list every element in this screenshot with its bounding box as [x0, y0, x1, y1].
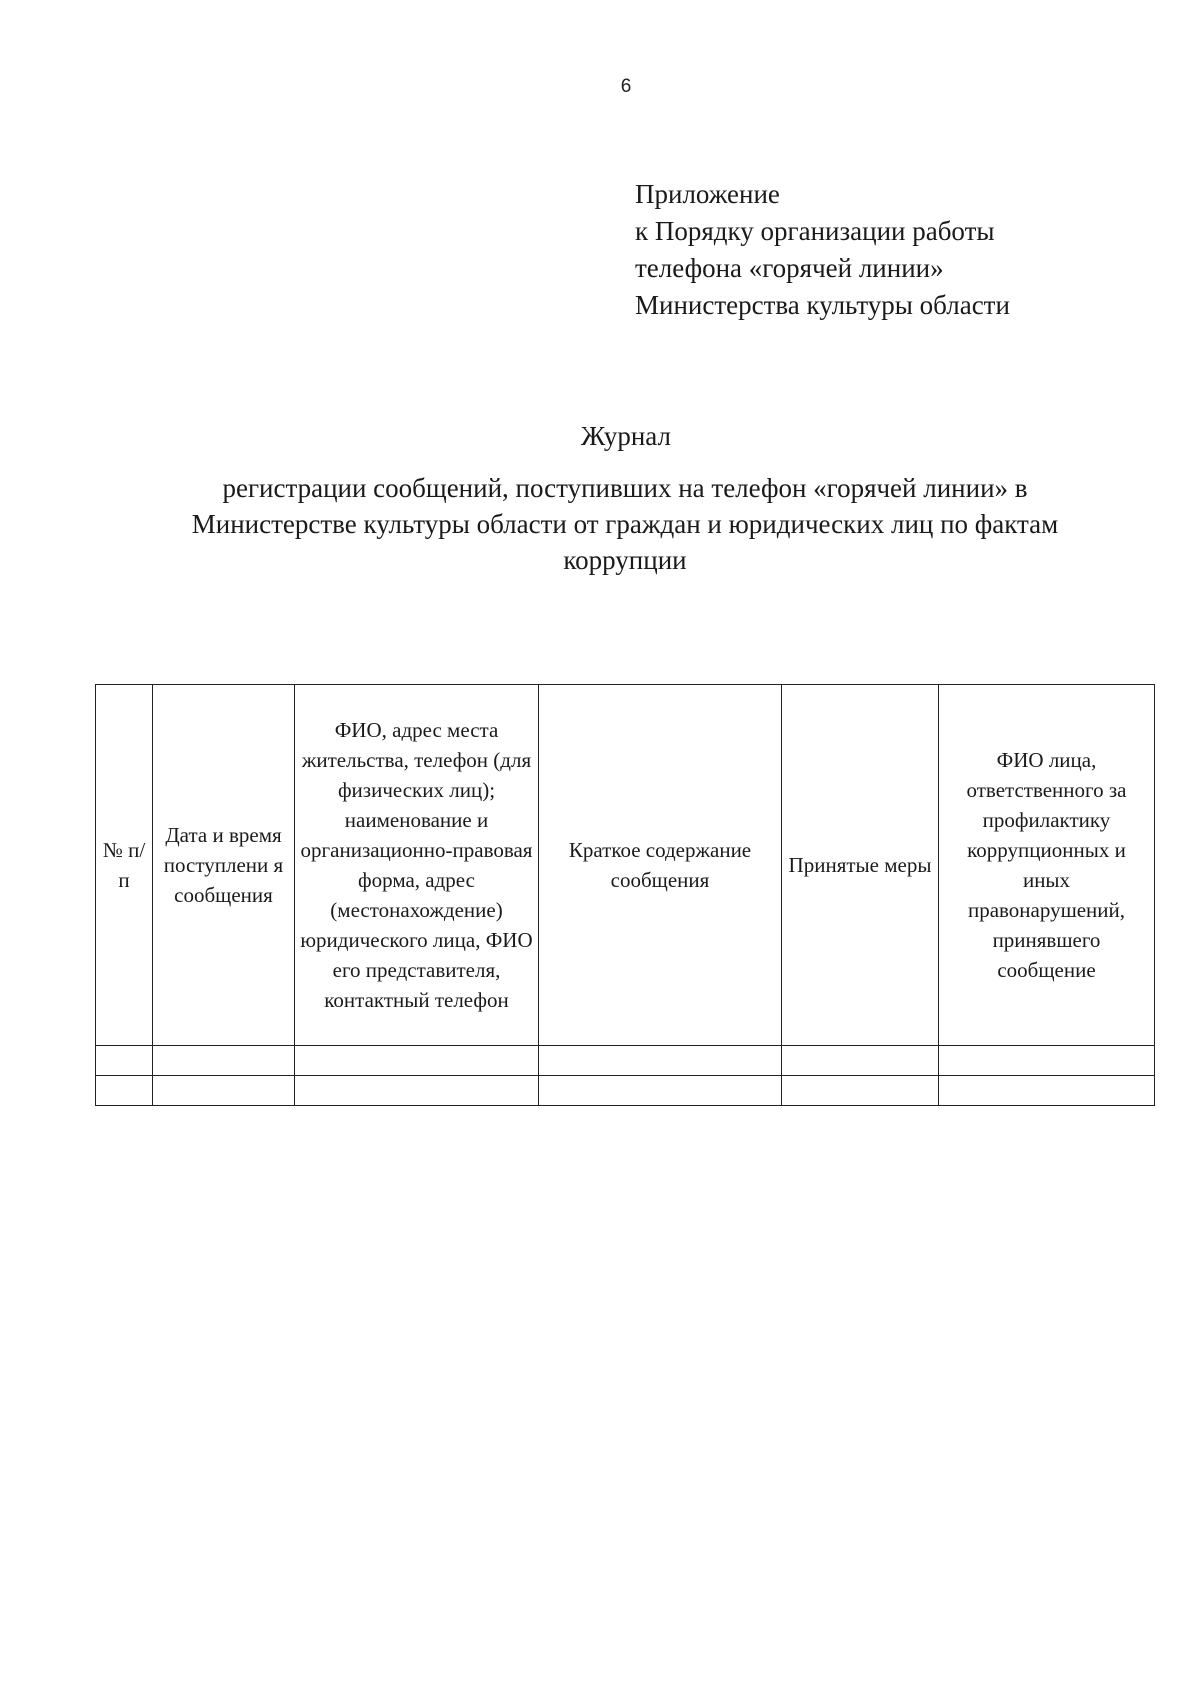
- table-cell: [153, 1076, 295, 1106]
- page-number: 6: [620, 76, 632, 97]
- table-header-row: [96, 685, 1155, 1046]
- header-number: № п/п: [96, 685, 153, 1046]
- appendix-line: телефона «горячей линии»: [635, 253, 944, 283]
- table-cell: [782, 1076, 939, 1106]
- header-responsible-person: ФИО лица, ответственного за профилактику коррупционных и иных правонарушений, принявшего сообщение: [939, 685, 1155, 1046]
- table-cell: [153, 1046, 295, 1076]
- table-row: [96, 1076, 1155, 1106]
- table-cell: [295, 1046, 539, 1076]
- table-cell: [539, 1046, 782, 1076]
- registration-table: [95, 684, 1155, 1106]
- journal-title: Журнал: [580, 421, 672, 451]
- table-cell: [939, 1076, 1155, 1106]
- table-cell: [939, 1046, 1155, 1076]
- header-message-summary: Краткое содержание сообщения: [539, 685, 782, 1046]
- table-row: [96, 1046, 1155, 1076]
- journal-subtitle: регистрации сообщений, поступивших на телефон «горячей линии» в Министерстве культуры области от граждан и юридических лиц по фактам коррупции: [191, 473, 1059, 575]
- appendix-line: Приложение: [635, 179, 780, 209]
- appendix-line: Министерства культуры области: [635, 290, 1010, 320]
- table-cell: [96, 1046, 153, 1076]
- header-measures-taken: Принятые меры: [782, 685, 939, 1046]
- header-applicant-info: ФИО, адрес места жительства, телефон (для физических лиц); наименование и организационно-правовая форма, адрес (местонахождение) юридического лица, ФИО его представителя, контактный телефон: [295, 685, 539, 1046]
- table-cell: [539, 1076, 782, 1106]
- table-cell: [295, 1076, 539, 1106]
- appendix-block: [635, 176, 1155, 324]
- table-cell: [782, 1046, 939, 1076]
- header-date-time: Дата и время поступлени я сообщения: [153, 685, 295, 1046]
- table-cell: [96, 1076, 153, 1106]
- appendix-line: к Порядку организации работы: [635, 216, 995, 246]
